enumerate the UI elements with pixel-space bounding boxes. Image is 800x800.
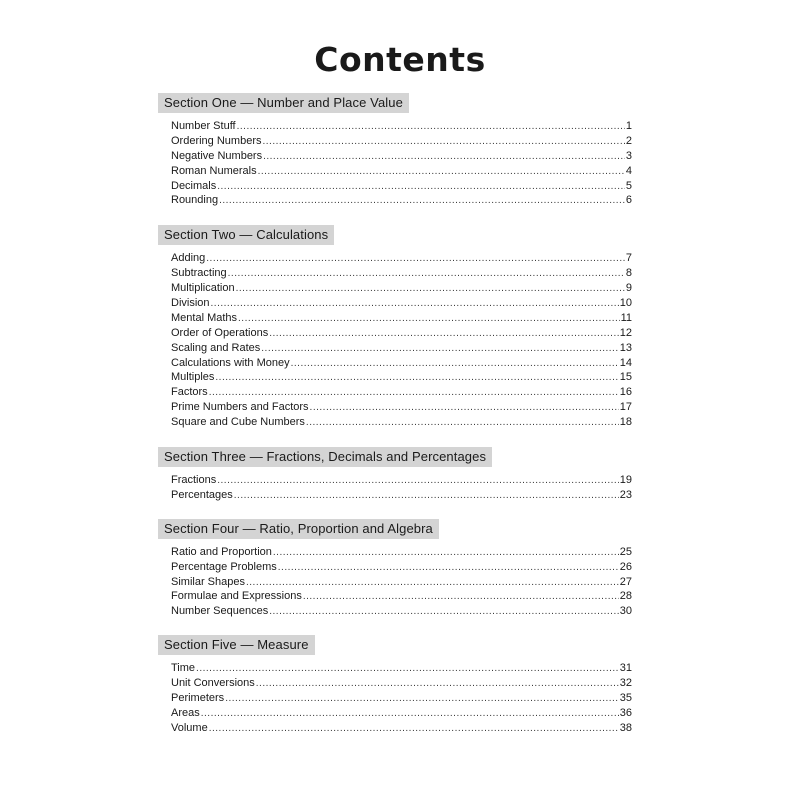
dot-leader: [269, 605, 619, 620]
dot-leader: [228, 267, 625, 282]
toc-entry[interactable]: [171, 179, 632, 194]
entry-title: Ratio and Proportion: [171, 545, 272, 558]
dot-leader: [291, 357, 619, 372]
section-header: Section One — Number and Place Value: [158, 93, 409, 113]
dot-leader: [273, 546, 619, 561]
entry-page-number: 25: [619, 545, 632, 558]
entry-title: Factors: [171, 386, 208, 399]
entry-page-number: 19: [619, 474, 632, 487]
dot-leader: [306, 416, 619, 431]
section-spacer: [158, 208, 632, 225]
toc-entry[interactable]: [171, 341, 632, 356]
entry-page-number: 14: [619, 356, 632, 369]
dot-leader: [237, 120, 625, 135]
entry-page-number: 8: [625, 267, 632, 280]
section-header: Section Two — Calculations: [158, 225, 334, 245]
toc-entry[interactable]: [171, 370, 632, 385]
dot-leader: [262, 135, 624, 150]
entry-page-number: 23: [619, 488, 632, 501]
toc-entry[interactable]: [171, 691, 632, 706]
entry-title: Division: [171, 297, 210, 310]
toc-entry[interactable]: [171, 251, 632, 266]
section-spacer: [158, 503, 632, 519]
entry-title: Formulae and Expressions: [171, 590, 302, 603]
toc-entry[interactable]: [171, 149, 632, 164]
dot-leader: [256, 677, 619, 692]
entry-title: Negative Numbers: [171, 149, 263, 162]
toc-entry[interactable]: [171, 676, 632, 691]
entry-page-number: 6: [625, 194, 632, 207]
dot-leader: [196, 662, 619, 677]
entry-title: Number Sequences: [171, 605, 269, 618]
section-four: [158, 519, 632, 619]
toc-entry[interactable]: [171, 706, 632, 721]
dot-leader: [246, 576, 619, 591]
entry-page-number: 16: [619, 386, 632, 399]
entry-title: Unit Conversions: [171, 677, 255, 690]
entry-title: Rounding: [171, 194, 219, 207]
entry-title: Percentages: [171, 488, 233, 501]
entry-title: Percentage Problems: [171, 560, 277, 573]
toc-entry[interactable]: [171, 473, 632, 488]
section-entries: [158, 251, 632, 430]
section-header: Section Three — Fractions, Decimals and Percentages: [158, 447, 492, 467]
entry-title: Prime Numbers and Factors: [171, 401, 309, 414]
toc-entry[interactable]: [171, 164, 632, 179]
entry-page-number: 27: [619, 575, 632, 588]
dot-leader: [201, 707, 619, 722]
section-header: Section Five — Measure: [158, 635, 315, 655]
dot-leader: [206, 252, 625, 267]
entry-title: Scaling and Rates: [171, 341, 261, 354]
section-entries: [158, 545, 632, 619]
entry-page-number: 12: [619, 326, 632, 339]
dot-leader: [209, 722, 619, 737]
toc-entry[interactable]: [171, 281, 632, 296]
dot-leader: [261, 342, 618, 357]
toc-entry[interactable]: [171, 266, 632, 281]
toc-entry[interactable]: [171, 545, 632, 560]
section-three: [158, 447, 632, 503]
toc-entry[interactable]: [171, 296, 632, 311]
toc-entry[interactable]: [171, 311, 632, 326]
entry-page-number: 3: [625, 149, 632, 162]
entry-title: Square and Cube Numbers: [171, 416, 305, 429]
toc-entry[interactable]: [171, 589, 632, 604]
entry-title: Decimals: [171, 179, 217, 192]
entry-title: Calculations with Money: [171, 356, 290, 369]
entry-title: Mental Maths: [171, 311, 238, 324]
entry-page-number: 2: [625, 134, 632, 147]
section-spacer: [158, 619, 632, 635]
entry-page-number: 28: [619, 590, 632, 603]
section-two: [158, 225, 632, 430]
dot-leader: [258, 165, 625, 180]
entry-page-number: 10: [619, 297, 632, 310]
entry-page-number: 15: [619, 371, 632, 384]
dot-leader: [211, 297, 619, 312]
entry-page-number: 1: [625, 120, 632, 132]
toc-entry[interactable]: [171, 661, 632, 676]
dot-leader: [234, 489, 619, 504]
dot-leader: [215, 371, 618, 386]
dot-leader: [263, 150, 625, 165]
section-one: [158, 93, 632, 208]
section-header: Section Four — Ratio, Proportion and Algebra: [158, 519, 439, 539]
entry-title: Ordering Numbers: [171, 134, 262, 147]
toc-entry[interactable]: [171, 326, 632, 341]
toc-entry[interactable]: [171, 488, 632, 503]
dot-leader: [225, 692, 619, 707]
dot-leader: [269, 327, 619, 342]
entry-page-number: 36: [619, 706, 632, 719]
dot-leader: [209, 386, 619, 401]
toc-entry[interactable]: [171, 415, 632, 430]
toc-entry[interactable]: [171, 721, 632, 736]
toc-entry[interactable]: [171, 400, 632, 415]
section-entries: [158, 661, 632, 735]
section-spacer: [158, 430, 632, 447]
entry-title: Order of Operations: [171, 326, 269, 339]
toc-entry[interactable]: [171, 560, 632, 575]
toc-entry[interactable]: [171, 385, 632, 400]
toc-entry[interactable]: [171, 134, 632, 149]
entry-title: Fractions: [171, 474, 217, 487]
entry-title: Roman Numerals: [171, 164, 257, 177]
entry-title: Areas: [171, 706, 200, 719]
entry-page-number: 30: [619, 605, 632, 618]
entry-page-number: 26: [619, 560, 632, 573]
toc-entry[interactable]: [171, 356, 632, 371]
entry-title: Time: [171, 662, 196, 675]
entry-page-number: 7: [625, 252, 632, 265]
entry-title: Number Stuff: [171, 120, 236, 132]
entry-page-number: 11: [620, 311, 632, 324]
entry-title: Volume: [171, 721, 208, 734]
entry-page-number: 32: [619, 677, 632, 690]
dot-leader: [303, 590, 619, 605]
entry-page-number: 9: [625, 282, 632, 295]
entry-title: Multiplication: [171, 282, 235, 295]
entry-title: Perimeters: [171, 692, 225, 705]
section-entries: [158, 473, 632, 503]
entry-page-number: 4: [625, 164, 632, 177]
entry-page-number: 31: [619, 662, 632, 675]
entry-page-number: 35: [619, 692, 632, 705]
entry-page-number: 38: [619, 721, 632, 734]
toc-entry[interactable]: [171, 119, 632, 134]
entry-title: Adding: [171, 252, 206, 265]
section-five: [158, 635, 632, 735]
toc-entry[interactable]: [171, 575, 632, 590]
toc-entry[interactable]: [171, 604, 632, 619]
entry-page-number: 17: [619, 401, 632, 414]
page-title: Contents: [314, 40, 486, 79]
entry-title: Multiples: [171, 371, 215, 384]
dot-leader: [310, 401, 619, 416]
entry-page-number: 18: [619, 416, 632, 429]
section-entries: [158, 119, 632, 208]
dot-leader: [219, 194, 625, 209]
entry-page-number: 13: [619, 341, 632, 354]
dot-leader: [217, 474, 619, 489]
toc-entry[interactable]: [171, 193, 632, 208]
dot-leader: [278, 561, 619, 576]
dot-leader: [238, 312, 620, 327]
table-of-contents: [158, 93, 632, 736]
entry-page-number: 5: [625, 179, 632, 192]
entry-title: Subtracting: [171, 267, 227, 280]
dot-leader: [236, 282, 625, 297]
dot-leader: [217, 180, 625, 195]
entry-title: Similar Shapes: [171, 575, 245, 588]
